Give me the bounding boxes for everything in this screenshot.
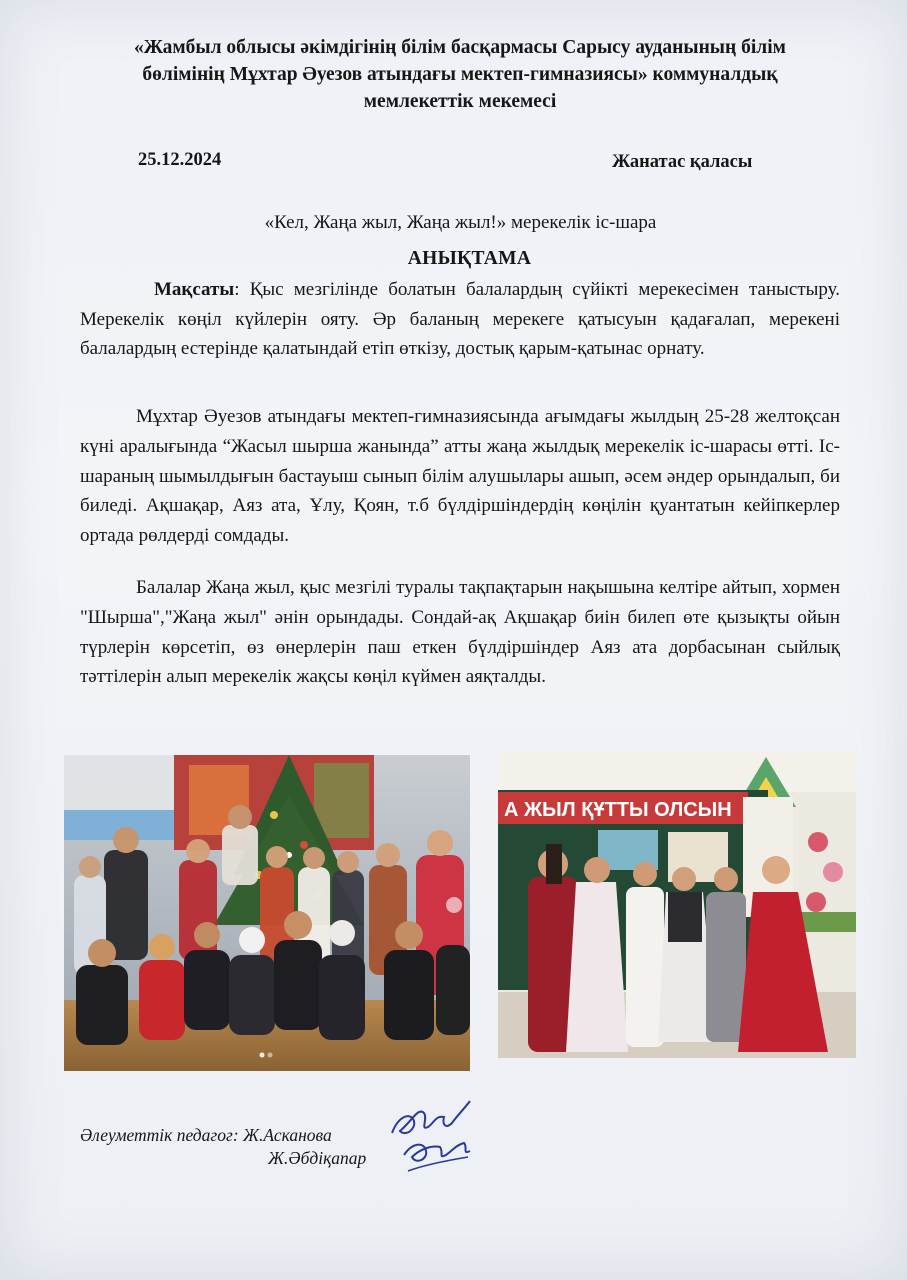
photo2-banner: А ЖЫЛ ҚҰТТЫ ОЛСЫН xyxy=(504,799,732,821)
signatory-name-2: Ж.Әбдіқапар xyxy=(268,1148,367,1168)
photo-girls-classroom-image xyxy=(498,752,856,1058)
header-line-3: мемлекеттік мекемесі xyxy=(363,91,557,112)
document-city: Жанатас қаласы xyxy=(612,152,753,172)
goal-label: Мақсаты xyxy=(154,279,235,300)
goal-text: : Қыс мезгілінде болатын балалардың сүйікті мерекесімен таныстыру. Мерекелік көңіл күйлерін ояту. Әр баланың мерекеге қатысуын қадағалап, мерекені балалардың естерінде қалатындай етіп өткізу, достық қарым-қатынас орнату. xyxy=(80,279,840,359)
photo-tree-group-image xyxy=(64,755,470,1071)
event-photo-tree-group xyxy=(64,755,470,1071)
document-heading: АНЫҚТАМА xyxy=(407,248,532,269)
event-paragraph-1: Мұхтар Әуезов атындағы мектеп-гимназиясында ағымдағы жылдың 25-28 желтоқсан күні аралығында “Жасыл шырша жанында” атты жаңа жылдық мерекелік іс-шарасы өтті. Іс-шараның шымылдығын бастауыш сынып білім алушылары ашып, әсем әндер орындалып, би биледі. Ақшақар, Аяз ата, Ұлу, Қоян, т.б бүлдіршіндердің көңілін қуантатын кейіпкерлер ортада рөлдерді сомдады. xyxy=(80,406,840,547)
organization-header xyxy=(60,34,860,115)
header-line-1: «Жамбыл облысы әкімдігінің білім басқармасы Сарысу ауданының білім xyxy=(134,37,786,58)
document-date: 25.12.2024 xyxy=(138,150,222,170)
header-line-2: бөлімінің Мұхтар Әуезов атындағы мектеп-гимназиясы» коммуналдық xyxy=(142,64,778,85)
goal-paragraph xyxy=(80,275,840,364)
signatory-role-name: Әлеуметтік педагог: Ж.Асканова xyxy=(80,1125,332,1145)
event-paragraph-2: Балалар Жаңа жыл, қыс мезгілі туралы тақпақтарын нақышына келтіре айтып, хормен "Шырша","Жаңа жыл" әнін орындады. Сондай-ақ Ақшақар биін билеп өте қызықты ойын түрлерін көрсетіп, өз өнерлерін паш еткен бүлдіршіндер Аяз ата дорбасынан сыйлық тәттілерін алып мерекелік жақсы көңіл күймен аяқталды. xyxy=(80,577,840,688)
event-photo-girls-classroom xyxy=(498,752,856,1058)
handwritten-signature xyxy=(384,1095,476,1180)
event-title: «Кел, Жаңа жыл, Жаңа жыл!» мерекелік іс-шара xyxy=(264,212,657,233)
